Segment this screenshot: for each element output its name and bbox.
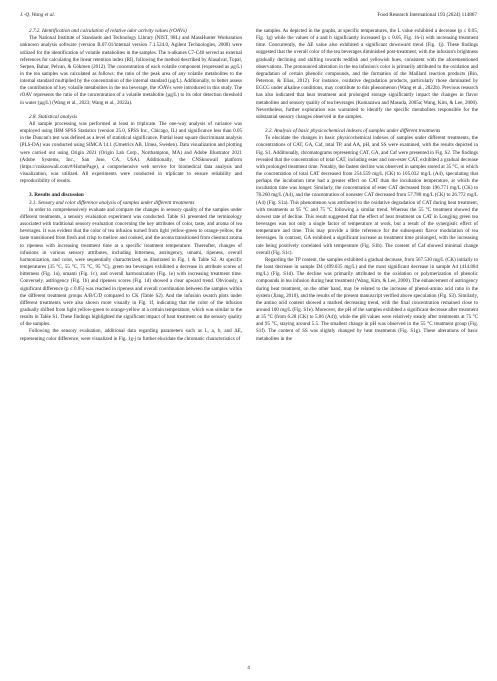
- running-head-journal: Food Research International 193 (2024) 114867: [377, 12, 477, 18]
- section-3-2-paragraph-2: Regarding the TP content, the samples exhibited a gradual decrease, from 567.530 mg/L (CK) initially to the least decrease in sample D4 (499.035 mg/L) and the most significant decrease in sample A4 (414.884 mg/L) (Fig. S1d). The decline was primarily attributed to the oxidation or polymerization of phenolic compounds in tea infusion during heat treatment (Wang, Kim, & Lee, 2000). The enhancement of astringency during heat treatment, on the other hand, may be related to the increase of phenol-amino acid ratio in the system (Jiang, 2010), and the results of the present manuscript verified above speculation (Fig. S3). Similarly, the amino acid content showed a marked decreasing trend, with the final concentration remained close to around 100 mg/L (Fig. S1e). Moreover, the pH of the samples exhibited a significant decrease after treatment at 35 °C (from 6.28 (CK) to 5.06 (A4)), while the pH values were relatively steady after treatments at 75 °C and 95 °C, staying around 5.5. The smallest change in pH was observed in the 55 °C treatment group (Fig. S1f). The content of SS was slightly changed by heat treatments (Fig. S1g). These alterations of basic metabolites in the: [256, 256, 478, 342]
- section-3-1-paragraph-1: In order to comprehensively evaluate and compare the changes in sensory quality of the samples under different treatments, a sensory evaluation experiment was conducted. Table S1 presented the terminology associated with traditional sensory evaluation concerning the key attributes of color, taste, and aroma of tea beverages. It was evident that the color of tea infusion turned from light yellow-green to orange-yellow, the taste transitioned from fresh and crisp to mellow and cooked, and the aroma transitioned from chestnut aroma to ripeness with increasing treatment time at a specific treatment temperature. Thereafter, changes of infusions in various sensory attributes, including bitterness, astringency, umami, ripeness, overall harmonization, and color, were sequentially characterized, as illustrated in Fig. 1 & Table S2. At specific temperatures (35 °C, 55 °C, 75 °C, 95 °C), green tea beverages exhibited a decrease in attribute scores of bitterness (Fig. 1a), umami (Fig. 1c), and overall harmonization (Fig. 1e) with increasing treatment time. Conversely, astringency (Fig. 1b) and ripeness scores (Fig. 1d) showed a clear upward trend. Obviously, a significant difference (p ≤ 0.05) was reached in ripeness and overall coordination between the samples within the different treatment groups A/B/C/D compared to CK (Table S2). And the infusion swatch plots under different treatments were also shown more visually in Fig. 1f, indicating that the color of the infusion gradually shifted from light yellow-green to orange-yellow at a certain temperature, which was similar to the results in Table S1. These findings highlighted the significant impact of heat treatment on the sensory quality of the samples.: [20, 206, 242, 328]
- running-head-authors: J.-Q. Wang et al.: [20, 12, 55, 18]
- section-3-1-paragraph-2-continued: the samples. As depicted in the graphs, at specific temperatures, the L value exhibited a decrease (p ≤ 0.05, Fig. 1g) while the values of a and b significantly increased (p ≤ 0.05, Fig. 1h-i) with increasing treatment time. Concurrently, the ΔE value also exhibited a significant downward trend (Fig. 1j). These findings suggested that the overall color of the tea beverages diminished post-treatment, with the infusion's brightness gradually declining and shifting towards reddish and yellowish hues, consistent with the aforementioned observations. The pronounced alteration in the tea infusion's color is primarily attributed to the oxidation and degradation of certain phenolic compounds, and the formation of the Maillard reaction products (Bin, Peterson, & Elias, 2012). For instance, oxidative degradation products, particularly those dominated by EGCG under alkaline conditions, may contribute to this phenomenon (Wang et al., 2022b). Previous research has also indicated that heat treatment and prolonged storage significantly impact the changes in flavor metabolites and sensory quality of tea beverages (Kumazawa and Masuda, 2005a; Wang, Kim, & Lee, 2000). Nevertheless, further exploration was warranted to identify the specific metabolites responsible for the substantial sensory changes observed in the samples.: [256, 28, 478, 120]
- section-3-1-heading: 3.1. Sensory and color difference analysis of samples under different treatments: [29, 199, 195, 206]
- right-column: [256, 28, 478, 343]
- section-3-1-paragraph-2: Following the sensory evaluation, additional data regarding parameters such as L, a, b, and ΔE, representing color difference, were visualized in Fig. 1g-j to further elucidate the chromatic characteristics of: [20, 328, 242, 342]
- section-2-8-heading: 2.8. Statistical analysis: [29, 113, 78, 120]
- page-number: 4: [247, 665, 250, 671]
- section-2-8-paragraph: All sample processing was performed at least in triplicate. The one-way analysis of variance was employed using IBM SPSS Statistics (version 25.0, SPSS Inc., Chicago, IL) and significance less than 0.05 in the Duncan's test was defined as a level of statistical significance. Partial least square discriminant analysis (PLS-DA) was conducted using SIMCA 14.1 (Umetrics AB, Umea, Sweden). Data visualization and plotting were carried out using Origin 2021 (Origin Lab Corp., Northampton, MA) and Adobe Illustrator 2021 (Adobe Systems, Inc., San Jose, CA, USA). Additionally, the CNSknowall platform (https://cnsknowall.com/#/HomePage), a comprehensive web service for biomedical data analysis and visualization, was utilized. All experiments were conducted in triplicate to ensure reliability and reproducibility of results.: [20, 120, 242, 185]
- section-3-2-heading: 3.2. Analysis of basic physicochemical indexes of samples under different treatments: [265, 128, 441, 135]
- running-head: [20, 10, 477, 20]
- section-3-2-paragraph-1: To elucidate the changes in basic physicochemical indexes of samples under different treatments, the concentrations of CAT, GA, Caf, total TP, and AA, pH, and SS were examined, with the results depicted in Fig. S1. Additionally, chromatograms representing CAT, GA, and Caf were presented in Fig. S2. The findings revealed that the concentration of total CAT, including ester and non-ester CAT, exhibited a gradual decrease with prolonged treatment time. Notably, the fastest decline was observed in samples stored at 35 °C, in which the concentration of total CAT decreased from 254.559 mg/L (CK) to 105.032 mg/L (A4), speculating that perhaps the incubation time had a greater effect on CAT than the incubation temperature, at which the incubation time was longer. Similarly, the concentration of ester CAT decreased from 196.771 mg/L (CK) to 78.260 mg/L (A4), and the concentration of nonester CAT decreased from 57.788 mg/L (CK) to 26.772 mg/L (A4) (Fig. S1a). This phenomenon was attributed to the oxidative degradation of CAT during heat treatment, with treatments at 95 °C and 75 °C following a similar trend. Whereas the 55 °C treatment showed the slowest rate of decline. This result suggested that the effect of heat treatment on CAT in Longjing green tea beverages was not only a single factor of temperature at work, but a result of the synergistic effect of temperature and time. This may provide a little reference for the subsequent flavor modulation of tea beverages. In contrast, GA exhibited a significant increase as treatment time prolonged, with the increasing rate being positively correlated with temperature (Fig. S1b). The content of Caf showed minimal change overall (Fig. S1c).: [256, 135, 478, 256]
- section-2-7-2-paragraph: The National Institute of Standards and Technology Library (NIST, 98L) and MassHunter Workstation unknown analysis software (version B.07.01/internal version 7.1.524.0, Agilent Technologies, 2008) were utilized for the identification of volatile metabolites in the samples. The n-alkanes C7-C40 served as external references for calculating the linear retention index (RI), following the method described by Alasalvar, Topal, Serpen, Bahar, Pelvan, & Gökmen (2012). The concentration of each volatile component (expressed as µg/L) in the tea samples was calculated as follows: the ratio of the peak area of any volatile metabolites to the internal standard multiplied by the concentration of the internal standard (µg/L). Additionally, to better assess the contribution of key volatile metabolites in the tea beverage, the rOAVs were introduced in this study. The rOAV represents the ratio of the concentration of a volatile metabolite (µg/L) to its odor detection threshold in water (µg/L) (Wang et al., 2023; Wang et al., 2022a).: [20, 35, 242, 106]
- section-2-7-2-heading: 2.7.2. Identification and calculation of relative odor activity values (rOAVs): [29, 28, 187, 34]
- section-3-heading: 3. Results and discussion: [29, 192, 84, 199]
- left-column: [20, 28, 242, 343]
